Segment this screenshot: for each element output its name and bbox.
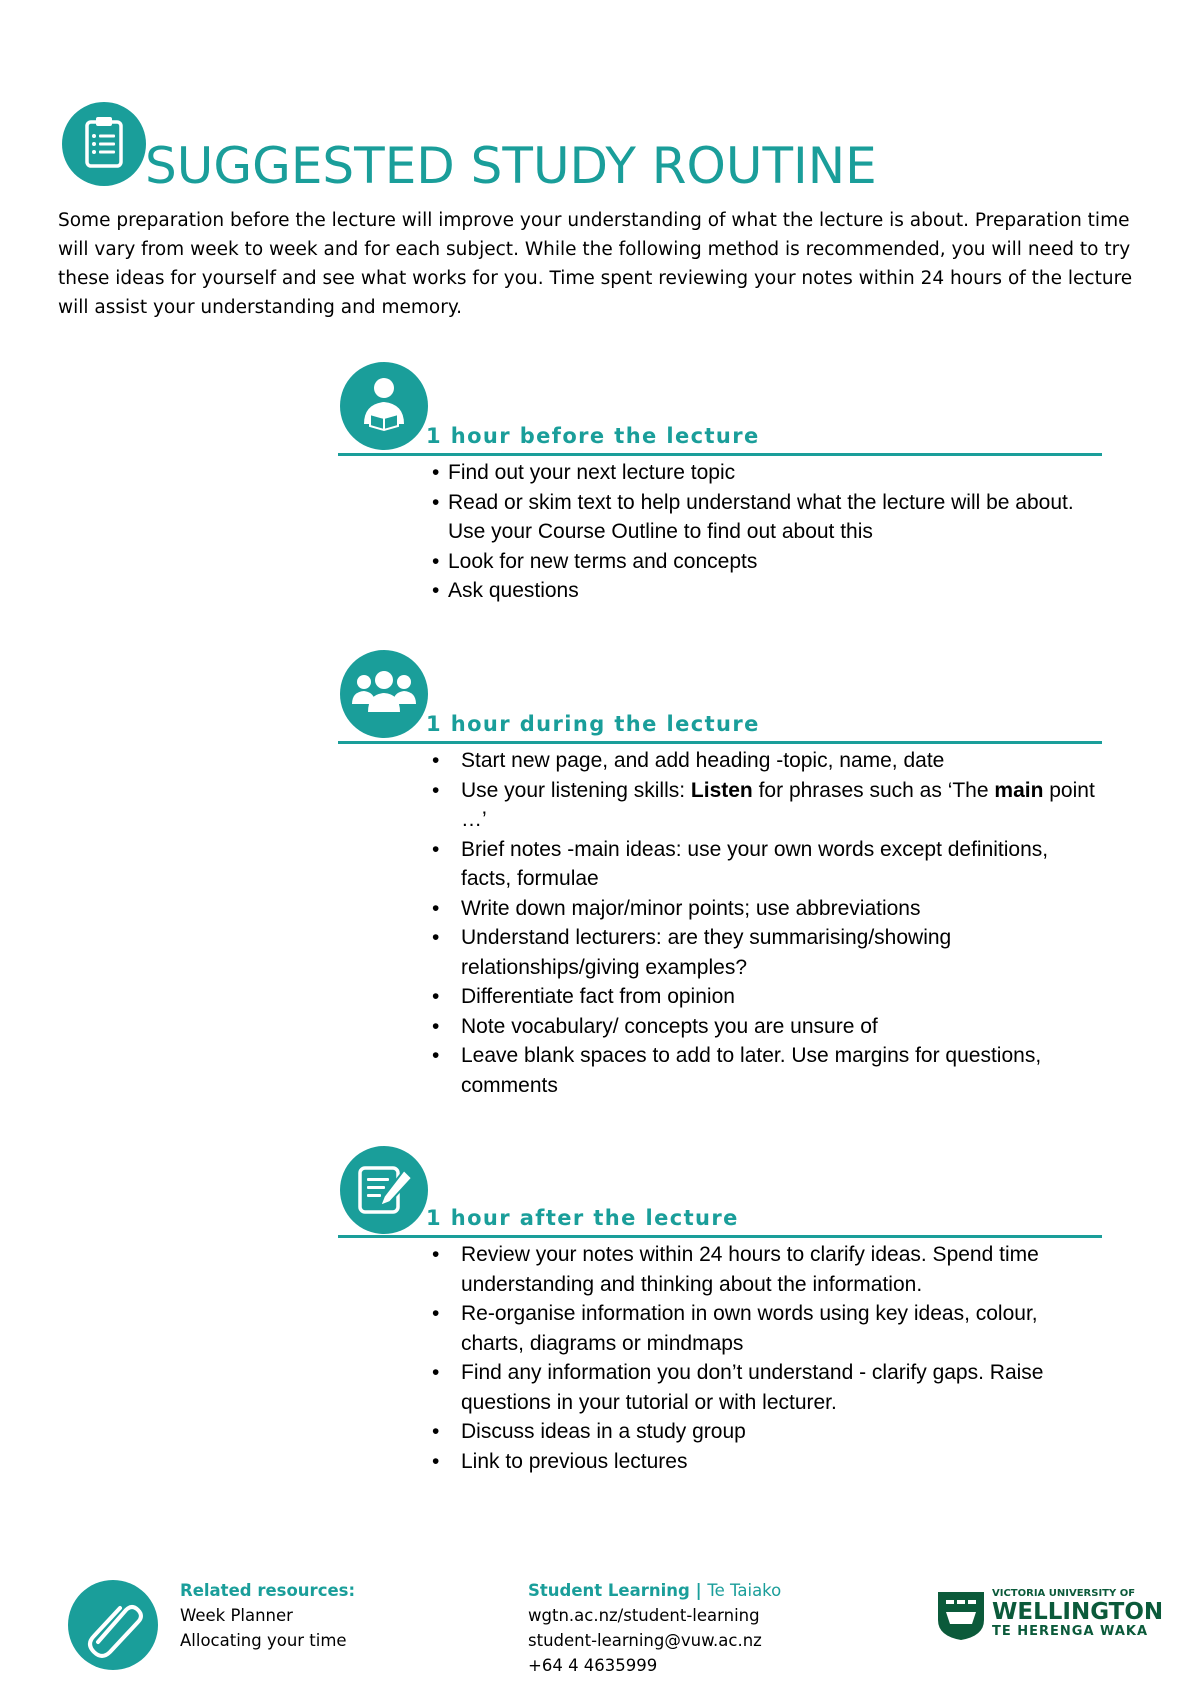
reader-icon	[340, 362, 428, 450]
list-item: • Look for new terms and concepts	[432, 547, 1092, 577]
clipboard-icon	[62, 102, 146, 186]
list-item: • Discuss ideas in a study group	[430, 1417, 1100, 1447]
related-resources	[180, 1578, 355, 1653]
list-item: • Read or skim text to help understand what the lecture will be about. Use your Course Outline to find out about this	[432, 488, 1092, 547]
website-link[interactable]: wgtn.ac.nz/student-learning	[528, 1606, 760, 1625]
student-learning-contact	[528, 1578, 781, 1678]
list-item: • Note vocabulary/ concepts you are unsure of	[430, 1012, 1100, 1042]
list-item: • Re-organise information in own words using key ideas, colour, charts, diagrams or mindmaps	[430, 1299, 1100, 1358]
during-lecture-list	[430, 746, 1100, 1100]
list-item: • Find out your next lecture topic	[432, 458, 1092, 488]
note-pencil-icon	[340, 1146, 428, 1234]
list-item: • Brief notes -main ideas: use your own words except definitions, facts, formulae	[430, 835, 1100, 894]
phone-number: +64 4 4635999	[528, 1656, 658, 1675]
section-divider	[338, 741, 1102, 744]
before-lecture-list	[432, 458, 1092, 606]
crest-icon	[936, 1590, 986, 1642]
contact-heading: Student Learning | Te Taiako	[528, 1581, 782, 1600]
page-title: SUGGESTED STUDY ROUTINE	[145, 137, 877, 195]
list-item: • Use your listening skills: Listen for phrases such as ‘The main point …’	[430, 776, 1100, 835]
list-item: • Link to previous lectures	[430, 1447, 1100, 1477]
section-divider	[338, 453, 1102, 456]
section-heading-during: 1 hour during the lecture	[426, 712, 760, 736]
section-heading-after: 1 hour after the lecture	[426, 1206, 739, 1230]
email-link[interactable]: student-learning@vuw.ac.nz	[528, 1631, 762, 1650]
after-lecture-list	[430, 1240, 1100, 1476]
week-planner-link[interactable]: Week Planner	[180, 1606, 293, 1625]
paperclip-icon	[68, 1580, 158, 1670]
related-heading: Related resources:	[180, 1581, 356, 1600]
allocating-time-link[interactable]: Allocating your time	[180, 1631, 347, 1650]
intro-paragraph: Some preparation before the lecture will improve your understanding of what the lecture is about. Preparation time will vary from week to week and for each subject. While the following method is recommended, you will need to try these ideas for yourself and see what works for you. Time spent reviewing your notes within 24 hours of the lecture will assist your understanding and memory.	[58, 210, 1133, 318]
list-item: • Leave blank spaces to add to later. Use margins for questions, comments	[430, 1041, 1100, 1100]
list-item: • Ask questions	[432, 576, 1092, 606]
university-logo: VICTORIA UNIVERSITY OF WELLINGTON TE HERENGA WAKA	[936, 1588, 1166, 1644]
list-item: • Write down major/minor points; use abbreviations	[430, 894, 1100, 924]
list-item: • Understand lecturers: are they summarising/showing relationships/giving examples?	[430, 923, 1100, 982]
section-heading-before: 1 hour before the lecture	[426, 424, 760, 448]
group-icon	[340, 650, 428, 738]
section-divider	[338, 1235, 1102, 1238]
list-item: • Find any information you don’t understand - clarify gaps. Raise questions in your tutorial or with lecturer.	[430, 1358, 1100, 1417]
list-item: • Differentiate fact from opinion	[430, 982, 1100, 1012]
list-item: • Start new page, and add heading -topic, name, date	[430, 746, 1100, 776]
list-item: • Review your notes within 24 hours to clarify ideas. Spend time understanding and thinking about the information.	[430, 1240, 1100, 1299]
